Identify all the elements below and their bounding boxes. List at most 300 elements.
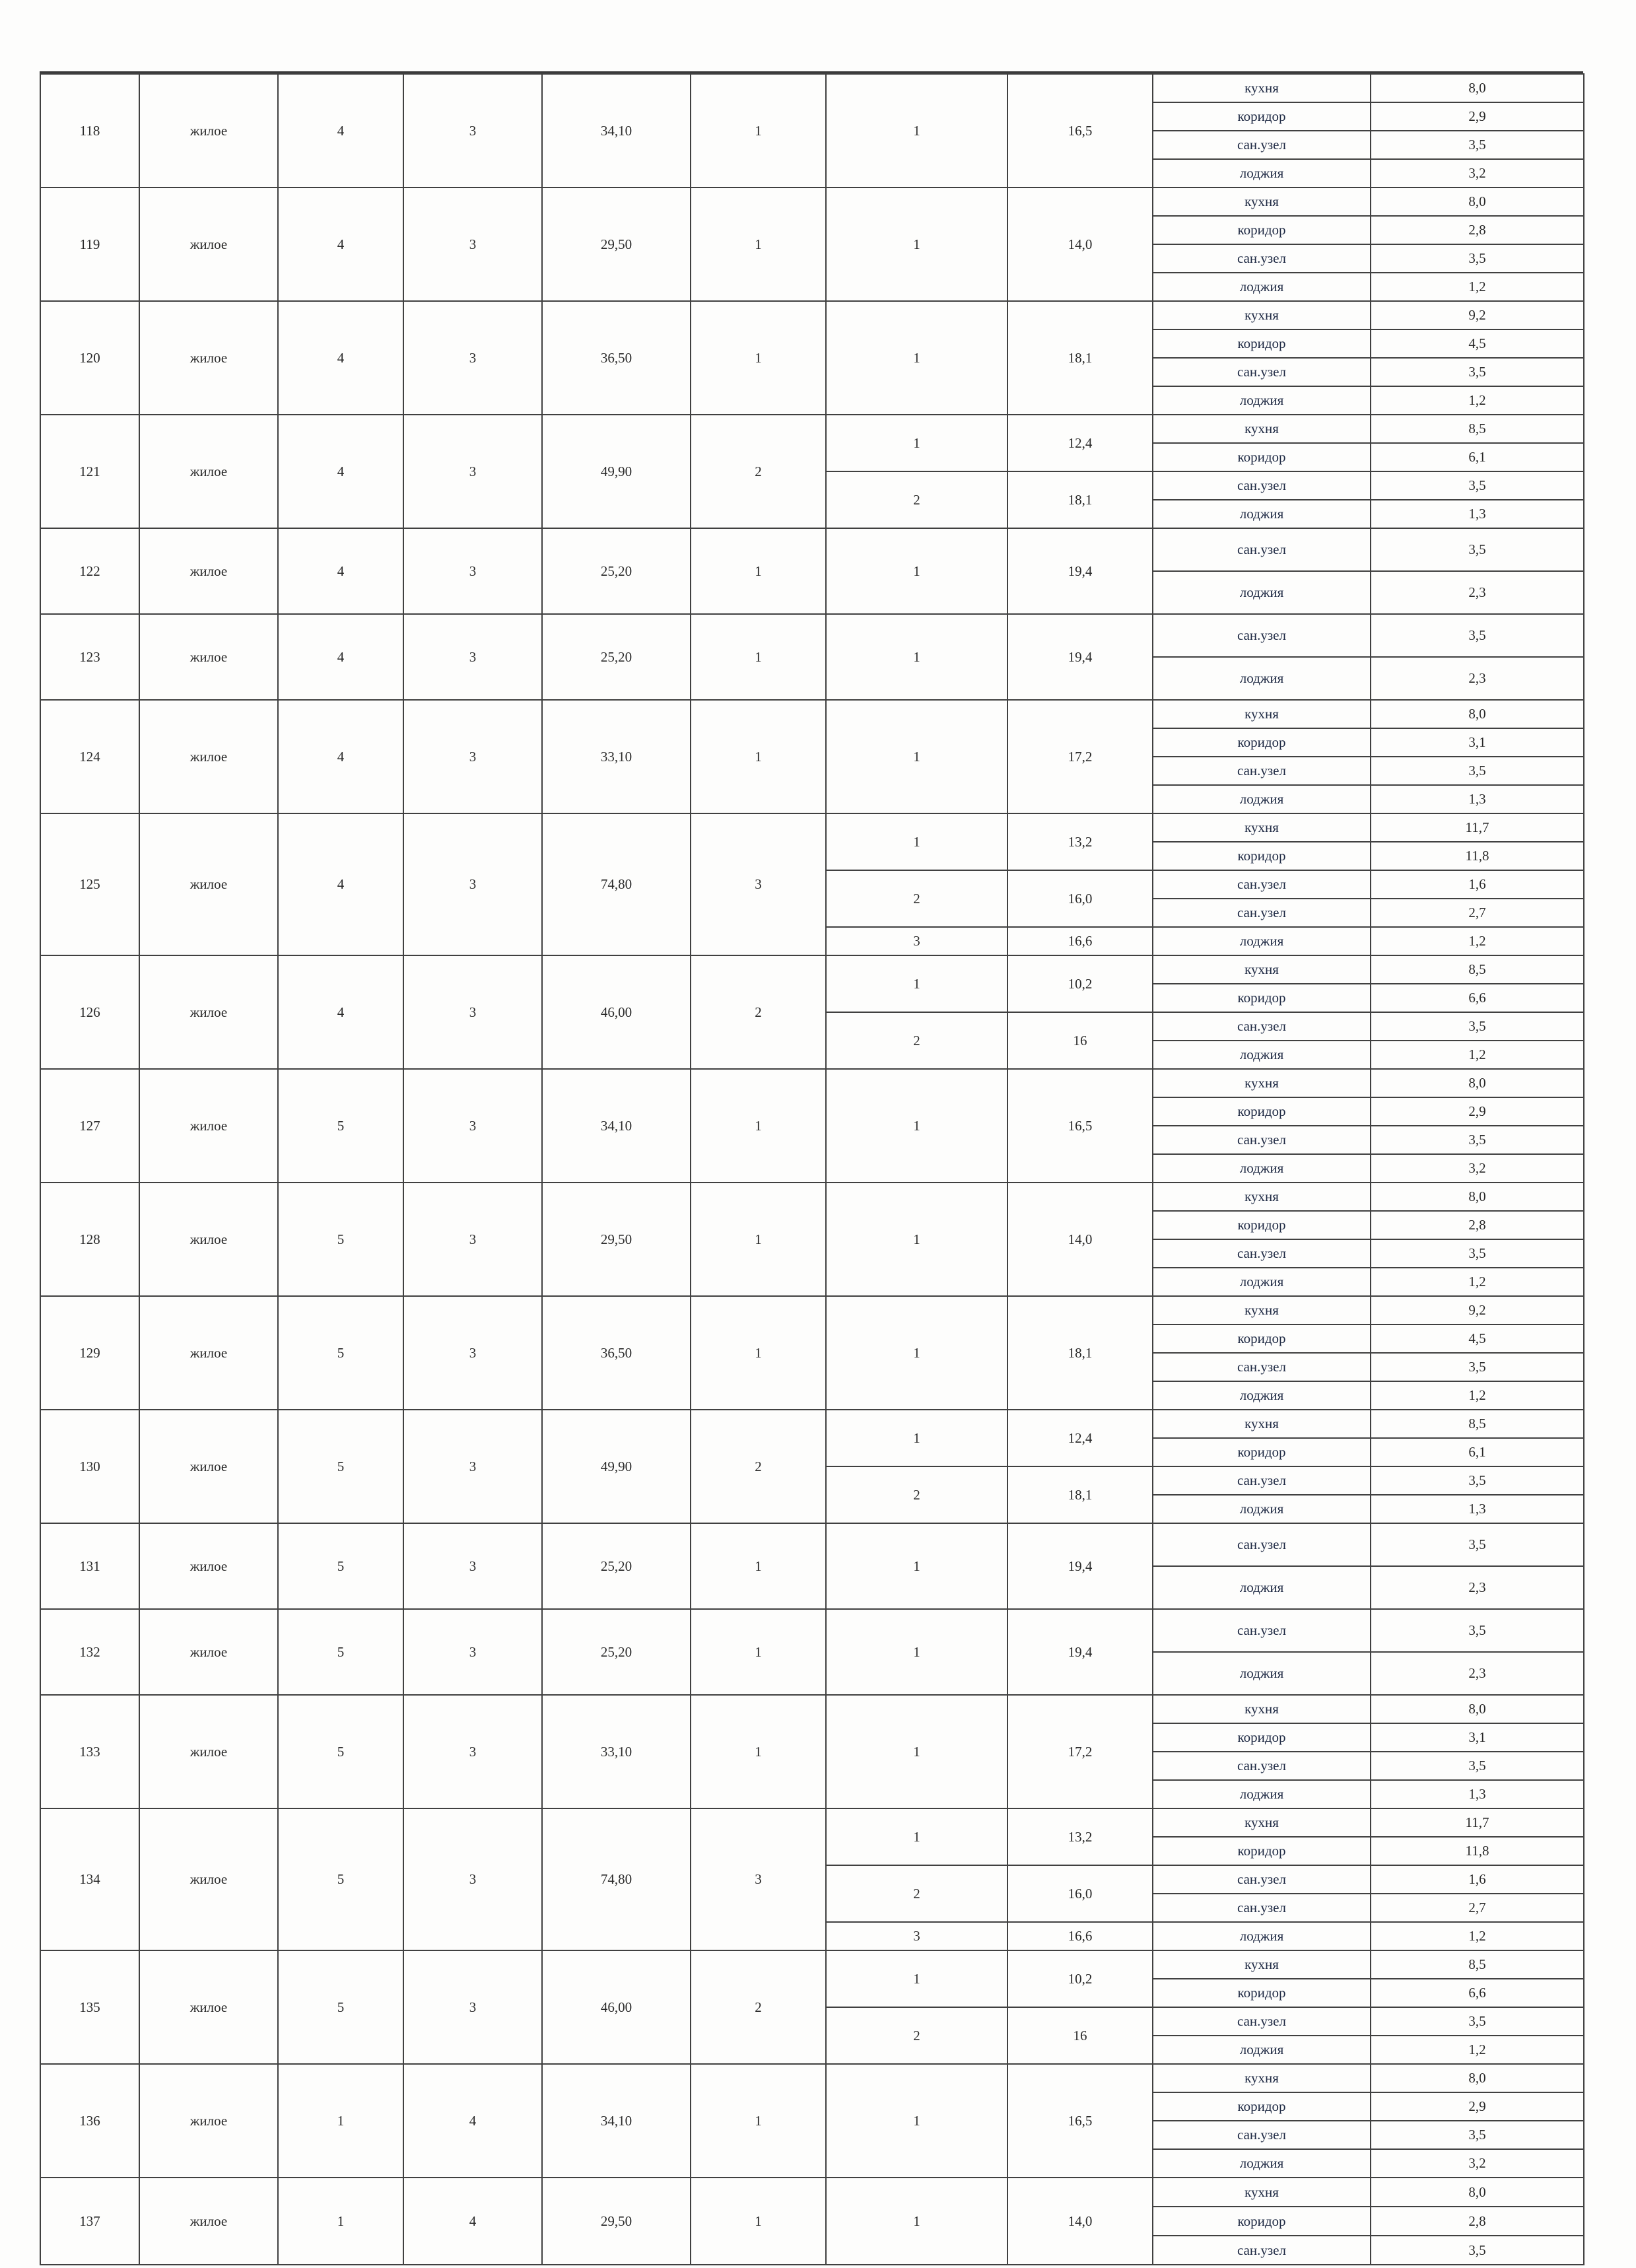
room-number: 1 [826,74,1007,188]
apartment-purpose: жилое [139,74,278,188]
apartment-section: 3 [403,1808,542,1950]
apartment-purpose: жилое [139,2178,278,2265]
apartment-total-area: 25,20 [542,1609,691,1695]
apartment-number: 122 [40,528,139,614]
auxiliary-space-name: сан.узел [1153,131,1371,159]
room-area: 12,4 [1007,1410,1153,1466]
auxiliary-space-name: кухня [1153,415,1371,443]
apartment-row [40,1410,1584,1438]
apartment-register-table [40,73,1585,2265]
auxiliary-space-area: 1,3 [1371,785,1584,813]
room-number: 1 [826,2064,1007,2178]
auxiliary-space-name: лоджия [1153,2036,1371,2064]
auxiliary-space-area: 3,5 [1371,1752,1584,1780]
apartment-floor: 5 [278,1183,403,1296]
apartment-number: 127 [40,1069,139,1183]
auxiliary-space-area: 3,2 [1371,1154,1584,1183]
room-area: 19,4 [1007,1609,1153,1695]
auxiliary-space-name: лоджия [1153,1154,1371,1183]
apartment-row [40,74,1584,102]
apartment-section: 3 [403,74,542,188]
auxiliary-space-name: сан.узел [1153,2121,1371,2149]
apartment-row [40,1695,1584,1723]
apartment-section: 3 [403,614,542,700]
auxiliary-space-name: коридор [1153,1097,1371,1126]
apartment-purpose: жилое [139,1183,278,1296]
room-area: 13,2 [1007,1808,1153,1865]
apartment-number: 124 [40,700,139,813]
auxiliary-space-name: коридор [1153,216,1371,244]
room-area: 18,1 [1007,1296,1153,1410]
auxiliary-space-area: 3,5 [1371,1523,1584,1566]
auxiliary-space-area: 1,2 [1371,273,1584,301]
apartment-section: 3 [403,188,542,301]
apartment-floor: 4 [278,813,403,955]
apartment-section: 3 [403,1609,542,1695]
room-number: 1 [826,700,1007,813]
auxiliary-space-area: 1,2 [1371,2036,1584,2064]
room-area: 14,0 [1007,2178,1153,2265]
room-number: 1 [826,1183,1007,1296]
room-number: 3 [826,1922,1007,1950]
room-number: 1 [826,1695,1007,1808]
auxiliary-space-area: 9,2 [1371,1296,1584,1324]
apartment-total-area: 25,20 [542,614,691,700]
apartment-rooms-count: 1 [691,74,826,188]
apartment-total-area: 49,90 [542,1410,691,1523]
apartment-number: 133 [40,1695,139,1808]
auxiliary-space-area: 8,0 [1371,74,1584,102]
auxiliary-space-area: 3,5 [1371,471,1584,500]
auxiliary-space-area: 2,3 [1371,657,1584,700]
apartment-total-area: 29,50 [542,1183,691,1296]
apartment-floor: 4 [278,74,403,188]
apartment-purpose: жилое [139,1950,278,2064]
apartment-section: 4 [403,2178,542,2265]
auxiliary-space-name: кухня [1153,813,1371,842]
auxiliary-space-name: сан.узел [1153,1865,1371,1894]
apartment-number: 125 [40,813,139,955]
apartment-section: 3 [403,1523,542,1609]
apartment-row [40,1069,1584,1097]
apartment-rooms-count: 1 [691,2064,826,2178]
room-area: 14,0 [1007,188,1153,301]
apartment-number: 120 [40,301,139,415]
auxiliary-space-name: коридор [1153,2092,1371,2121]
apartment-rooms-count: 2 [691,415,826,528]
apartment-number: 126 [40,955,139,1069]
apartment-row [40,301,1584,329]
auxiliary-space-name: лоджия [1153,657,1371,700]
apartment-section: 3 [403,1410,542,1523]
auxiliary-space-name: сан.узел [1153,1126,1371,1154]
auxiliary-space-area: 1,2 [1371,1268,1584,1296]
apartment-rooms-count: 1 [691,301,826,415]
apartment-total-area: 33,10 [542,1695,691,1808]
apartment-rooms-count: 1 [691,188,826,301]
apartment-total-area: 34,10 [542,2064,691,2178]
apartment-number: 129 [40,1296,139,1410]
apartment-number: 118 [40,74,139,188]
auxiliary-space-name: коридор [1153,329,1371,358]
auxiliary-space-name: кухня [1153,2064,1371,2092]
room-number: 2 [826,1012,1007,1069]
room-number: 2 [826,1466,1007,1523]
auxiliary-space-area: 3,5 [1371,2007,1584,2036]
auxiliary-space-name: сан.узел [1153,244,1371,273]
auxiliary-space-name: сан.узел [1153,1466,1371,1495]
auxiliary-space-name: коридор [1153,1723,1371,1752]
apartment-floor: 5 [278,1523,403,1609]
apartment-floor: 5 [278,1069,403,1183]
apartment-section: 3 [403,1296,542,1410]
apartment-row [40,1808,1584,1837]
auxiliary-space-area: 2,7 [1371,1894,1584,1922]
auxiliary-space-area: 8,0 [1371,700,1584,728]
auxiliary-space-area: 3,2 [1371,2149,1584,2178]
auxiliary-space-area: 2,8 [1371,1211,1584,1239]
auxiliary-space-name: кухня [1153,188,1371,216]
apartment-purpose: жилое [139,415,278,528]
auxiliary-space-name: сан.узел [1153,2007,1371,2036]
auxiliary-space-area: 11,7 [1371,1808,1584,1837]
room-number: 1 [826,813,1007,870]
apartment-purpose: жилое [139,1695,278,1808]
apartment-section: 3 [403,955,542,1069]
auxiliary-space-area: 2,3 [1371,1652,1584,1695]
apartment-floor: 4 [278,528,403,614]
apartment-row [40,1183,1584,1211]
apartment-row [40,700,1584,728]
room-number: 1 [826,1410,1007,1466]
auxiliary-space-name: лоджия [1153,1041,1371,1069]
auxiliary-space-name: лоджия [1153,2149,1371,2178]
auxiliary-space-name: сан.узел [1153,1353,1371,1381]
auxiliary-space-area: 2,9 [1371,2092,1584,2121]
room-number: 2 [826,1865,1007,1922]
auxiliary-space-name: лоджия [1153,785,1371,813]
apartment-number: 131 [40,1523,139,1609]
room-area: 17,2 [1007,1695,1153,1808]
apartment-total-area: 25,20 [542,1523,691,1609]
auxiliary-space-name: сан.узел [1153,528,1371,571]
auxiliary-space-name: лоджия [1153,1381,1371,1410]
auxiliary-space-area: 1,2 [1371,1922,1584,1950]
room-area: 18,1 [1007,471,1153,528]
apartment-floor: 5 [278,1808,403,1950]
apartment-purpose: жилое [139,2064,278,2178]
auxiliary-space-area: 3,5 [1371,528,1584,571]
auxiliary-space-name: коридор [1153,1324,1371,1353]
apartment-purpose: жилое [139,1609,278,1695]
room-area: 16,5 [1007,74,1153,188]
auxiliary-space-name: коридор [1153,1438,1371,1466]
apartment-floor: 4 [278,415,403,528]
room-area: 12,4 [1007,415,1153,471]
apartment-rooms-count: 2 [691,1950,826,2064]
apartment-section: 3 [403,1183,542,1296]
room-area: 16 [1007,2007,1153,2064]
auxiliary-space-area: 1,3 [1371,500,1584,528]
apartment-row [40,188,1584,216]
auxiliary-space-area: 8,0 [1371,188,1584,216]
apartment-section: 3 [403,813,542,955]
auxiliary-space-area: 1,2 [1371,1381,1584,1410]
apartment-rooms-count: 1 [691,2178,826,2265]
auxiliary-space-area: 11,8 [1371,842,1584,870]
auxiliary-space-name: сан.узел [1153,757,1371,785]
auxiliary-space-area: 2,9 [1371,1097,1584,1126]
auxiliary-space-area: 8,5 [1371,1410,1584,1438]
room-area: 13,2 [1007,813,1153,870]
apartment-purpose: жилое [139,614,278,700]
apartment-purpose: жилое [139,955,278,1069]
room-number: 1 [826,1950,1007,2007]
room-area: 16,6 [1007,1922,1153,1950]
auxiliary-space-name: сан.узел [1153,1523,1371,1566]
auxiliary-space-name: лоджия [1153,1268,1371,1296]
room-area: 16,0 [1007,870,1153,927]
auxiliary-space-area: 1,6 [1371,1865,1584,1894]
room-area: 16,0 [1007,1865,1153,1922]
auxiliary-space-name: коридор [1153,842,1371,870]
apartment-row [40,813,1584,842]
auxiliary-space-area: 3,5 [1371,2121,1584,2149]
auxiliary-space-area: 3,5 [1371,1239,1584,1268]
auxiliary-space-name: лоджия [1153,571,1371,614]
room-number: 1 [826,1069,1007,1183]
apartment-floor: 4 [278,614,403,700]
room-number: 1 [826,301,1007,415]
apartment-number: 137 [40,2178,139,2265]
auxiliary-space-area: 3,5 [1371,1126,1584,1154]
apartment-number: 128 [40,1183,139,1296]
apartment-total-area: 36,50 [542,1296,691,1410]
auxiliary-space-area: 8,0 [1371,2064,1584,2092]
auxiliary-space-area: 8,0 [1371,1183,1584,1211]
auxiliary-space-name: кухня [1153,1069,1371,1097]
auxiliary-space-area: 6,1 [1371,1438,1584,1466]
apartment-number: 135 [40,1950,139,2064]
apartment-row [40,2064,1584,2092]
auxiliary-space-name: лоджия [1153,1780,1371,1808]
apartment-number: 119 [40,188,139,301]
apartment-section: 4 [403,2064,542,2178]
apartment-section: 3 [403,1695,542,1808]
auxiliary-space-name: лоджия [1153,1495,1371,1523]
auxiliary-space-area: 3,5 [1371,1466,1584,1495]
apartment-floor: 1 [278,2178,403,2265]
room-area: 16,5 [1007,1069,1153,1183]
apartment-register-sheet [40,71,1583,2265]
apartment-section: 3 [403,528,542,614]
apartment-rooms-count: 2 [691,1410,826,1523]
room-number: 1 [826,415,1007,471]
apartment-purpose: жилое [139,188,278,301]
apartment-floor: 5 [278,1609,403,1695]
auxiliary-space-area: 2,8 [1371,216,1584,244]
apartment-section: 3 [403,1950,542,2064]
auxiliary-space-area: 9,2 [1371,301,1584,329]
auxiliary-space-area: 2,3 [1371,1566,1584,1609]
auxiliary-space-name: коридор [1153,1979,1371,2007]
auxiliary-space-area: 3,5 [1371,1012,1584,1041]
apartment-total-area: 49,90 [542,415,691,528]
auxiliary-space-area: 6,6 [1371,984,1584,1012]
apartment-row [40,2178,1584,2207]
apartment-purpose: жилое [139,1410,278,1523]
apartment-number: 123 [40,614,139,700]
auxiliary-space-name: сан.узел [1153,899,1371,927]
auxiliary-space-name: кухня [1153,1808,1371,1837]
auxiliary-space-name: кухня [1153,1410,1371,1438]
room-number: 2 [826,471,1007,528]
apartment-section: 3 [403,415,542,528]
room-number: 1 [826,1609,1007,1695]
apartment-rooms-count: 1 [691,1296,826,1410]
apartment-purpose: жилое [139,700,278,813]
auxiliary-space-name: кухня [1153,1183,1371,1211]
apartment-row [40,528,1584,571]
auxiliary-space-area: 3,5 [1371,1609,1584,1652]
apartment-purpose: жилое [139,813,278,955]
room-area: 14,0 [1007,1183,1153,1296]
auxiliary-space-name: сан.узел [1153,1609,1371,1652]
apartment-row [40,614,1584,657]
auxiliary-space-area: 8,0 [1371,1695,1584,1723]
room-area: 19,4 [1007,1523,1153,1609]
apartment-total-area: 29,50 [542,188,691,301]
apartment-total-area: 29,50 [542,2178,691,2265]
auxiliary-space-area: 1,6 [1371,870,1584,899]
auxiliary-space-area: 3,5 [1371,358,1584,386]
auxiliary-space-area: 4,5 [1371,1324,1584,1353]
auxiliary-space-area: 8,0 [1371,2178,1584,2207]
auxiliary-space-name: коридор [1153,728,1371,757]
room-area: 19,4 [1007,614,1153,700]
apartment-floor: 5 [278,1410,403,1523]
auxiliary-space-name: сан.узел [1153,2236,1371,2265]
room-area: 18,1 [1007,1466,1153,1523]
room-number: 1 [826,955,1007,1012]
auxiliary-space-area: 6,6 [1371,1979,1584,2007]
auxiliary-space-name: сан.узел [1153,1894,1371,1922]
apartment-total-area: 74,80 [542,1808,691,1950]
apartment-number: 136 [40,2064,139,2178]
room-number: 3 [826,927,1007,955]
auxiliary-space-area: 3,2 [1371,159,1584,188]
auxiliary-space-name: лоджия [1153,1566,1371,1609]
apartment-total-area: 46,00 [542,955,691,1069]
apartment-total-area: 36,50 [542,301,691,415]
apartment-row [40,955,1584,984]
auxiliary-space-name: лоджия [1153,1922,1371,1950]
auxiliary-space-name: коридор [1153,102,1371,131]
room-number: 1 [826,188,1007,301]
auxiliary-space-name: сан.узел [1153,1239,1371,1268]
room-area: 16,5 [1007,2064,1153,2178]
auxiliary-space-name: лоджия [1153,927,1371,955]
auxiliary-space-area: 1,2 [1371,386,1584,415]
auxiliary-space-name: сан.узел [1153,614,1371,657]
auxiliary-space-area: 8,5 [1371,955,1584,984]
apartment-rooms-count: 1 [691,1069,826,1183]
auxiliary-space-name: коридор [1153,2207,1371,2236]
apartment-purpose: жилое [139,301,278,415]
apartment-total-area: 34,10 [542,74,691,188]
auxiliary-space-name: сан.узел [1153,1752,1371,1780]
auxiliary-space-name: кухня [1153,955,1371,984]
auxiliary-space-area: 3,5 [1371,244,1584,273]
apartment-total-area: 33,10 [542,700,691,813]
auxiliary-space-name: лоджия [1153,159,1371,188]
apartment-rooms-count: 1 [691,614,826,700]
apartment-rooms-count: 3 [691,1808,826,1950]
auxiliary-space-area: 2,9 [1371,102,1584,131]
apartment-purpose: жилое [139,1808,278,1950]
apartment-number: 130 [40,1410,139,1523]
apartment-floor: 5 [278,1950,403,2064]
auxiliary-space-name: кухня [1153,700,1371,728]
apartment-floor: 5 [278,1296,403,1410]
auxiliary-space-area: 4,5 [1371,329,1584,358]
room-area: 16,6 [1007,927,1153,955]
apartment-purpose: жилое [139,528,278,614]
apartment-row [40,1950,1584,1979]
apartment-total-area: 25,20 [542,528,691,614]
apartment-total-area: 46,00 [542,1950,691,2064]
auxiliary-space-name: сан.узел [1153,870,1371,899]
room-area: 10,2 [1007,1950,1153,2007]
auxiliary-space-name: сан.узел [1153,358,1371,386]
auxiliary-space-name: кухня [1153,301,1371,329]
auxiliary-space-name: кухня [1153,1950,1371,1979]
room-number: 1 [826,528,1007,614]
auxiliary-space-area: 11,7 [1371,813,1584,842]
apartment-row [40,1296,1584,1324]
auxiliary-space-area: 3,1 [1371,728,1584,757]
apartment-section: 3 [403,1069,542,1183]
auxiliary-space-name: коридор [1153,443,1371,471]
room-area: 17,2 [1007,700,1153,813]
apartment-rooms-count: 1 [691,1609,826,1695]
apartment-number: 132 [40,1609,139,1695]
auxiliary-space-name: кухня [1153,2178,1371,2207]
apartment-rooms-count: 3 [691,813,826,955]
apartment-purpose: жилое [139,1069,278,1183]
apartment-rooms-count: 1 [691,528,826,614]
apartment-register-body [40,74,1584,2265]
apartment-row [40,1523,1584,1566]
apartment-section: 3 [403,301,542,415]
apartment-number: 134 [40,1808,139,1950]
apartment-floor: 5 [278,1695,403,1808]
auxiliary-space-name: лоджия [1153,500,1371,528]
apartment-purpose: жилое [139,1523,278,1609]
auxiliary-space-area: 3,5 [1371,131,1584,159]
room-area: 19,4 [1007,528,1153,614]
auxiliary-space-area: 1,2 [1371,927,1584,955]
apartment-rooms-count: 1 [691,1695,826,1808]
apartment-rooms-count: 1 [691,1523,826,1609]
apartment-rooms-count: 2 [691,955,826,1069]
room-number: 2 [826,2007,1007,2064]
auxiliary-space-name: сан.узел [1153,471,1371,500]
auxiliary-space-name: коридор [1153,1837,1371,1865]
room-number: 1 [826,1523,1007,1609]
auxiliary-space-area: 1,3 [1371,1495,1584,1523]
room-area: 10,2 [1007,955,1153,1012]
